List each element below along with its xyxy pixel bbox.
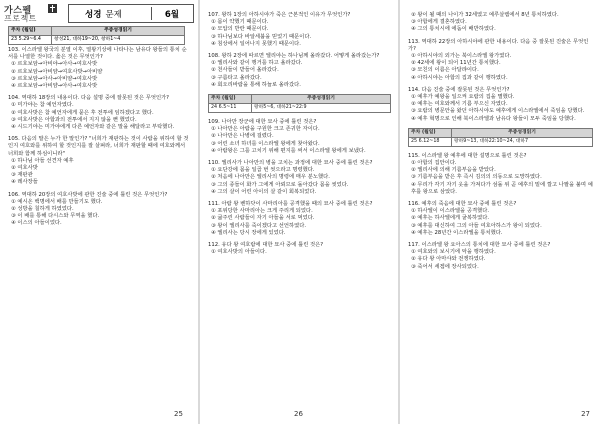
question-stem: 106. 역대하 20장의 여호사밧에 관한 진술 중에 틀린 것은 무엇인가? [8, 191, 168, 198]
question-stem: 109. 나아만 장군에 대한 묘사 중에 틀린 것은? [208, 119, 317, 126]
question-116 [408, 201, 593, 237]
option: ③ 그의 종들이 화가 그에게 아뢰므로 돌아갔다 몸을 씻었다. [211, 181, 349, 188]
option: ③ 하나님보다 바알세붑을 믿었기 때문이다. [211, 33, 312, 40]
question-stem: 107. 왕하 1장의 아하시야가 죽은 근본적인 이유가 무엇인가? [208, 12, 351, 18]
question-103 [8, 47, 191, 90]
option: ③ 예후를 대신하여 그의 아들 여호아하스가 왕이 되었다. [411, 222, 542, 229]
question-stem: 114. 다음 진술 중에 잘못된 것은 무엇인가? [408, 86, 510, 93]
option: ③ 아합에게 결혼하였다. [411, 19, 467, 26]
option: ① 아하시야의 외가는 북이스라엘 왕가였다. [411, 53, 512, 60]
question-stem: 115. 이스라엘 왕 예후에 대한 설명으로 틀린 것은? [408, 152, 527, 159]
option: ① 하사엘이 이스라엘을 공격했다. [411, 208, 490, 215]
page-number: 27 [581, 410, 590, 418]
page-25 [0, 0, 198, 424]
option: ② 르호보암→아비얌→여호사밧→아비얌 [11, 68, 103, 75]
question-111 [208, 201, 391, 237]
col-week: 주차 (월일) [9, 27, 52, 35]
page-header [4, 3, 192, 23]
month-label: 6월 [164, 10, 179, 20]
col-passage: 주중성경읽기 [104, 28, 132, 33]
question-stem: 103. 이스라엘 왕국의 분열 이후, 열왕기상에 나타나는 남유다 왕들의 통치 순서를 나열한 것이다. 옳은 것은 무엇인가? [8, 47, 187, 61]
subtitle: 문제 [105, 9, 122, 20]
logo-line1: 가스펠 [4, 6, 32, 16]
option: ③ 구름타고 올라갔다. [211, 74, 262, 81]
option: ④ 르호보암→아비얌→아사→여호사밧 [11, 83, 98, 90]
option: ④ 그의 통치시에 에돔이 배반하였다. [411, 26, 496, 33]
question-106 [8, 192, 191, 228]
option: ① 예후가 예왕을 일으켜 요람의 집을 멸했다. [411, 94, 515, 101]
option: ④ 침상에서 일어나지 못했기 때문이다. [211, 40, 301, 47]
question-stem: 111. 아람 왕 벤하닷이 사마리아를 공격했을 때의 묘사 중에 틀린 것은? [208, 201, 373, 208]
question-108 [208, 53, 391, 89]
question-stem: 113. 역대하 22장의 아하시야에 관한 내용이다. 다음 중 잘못된 진술은 무엇인가? [408, 38, 589, 52]
option: ② 예후는 하사엘에게 굴복하였다. [411, 215, 490, 222]
question-stem: 110. 엘리사가 나아만의 병을 고치는 과정에 대한 묘사 중에 틀린 것은? [208, 160, 373, 167]
reading-table [8, 26, 185, 45]
option: ① 여호와의 보시기에 악을 행하였다. [411, 249, 496, 256]
title-divider [151, 7, 152, 20]
question-110 [208, 160, 391, 196]
option: ④ 예후는 28년간 이스라엘을 통치했다. [411, 229, 503, 236]
option: ② 여호사밧은 참 예언자에게 묻은 후 전투에 임하겠다고 했다. [11, 109, 154, 116]
option: ③ 재판관 [11, 172, 33, 179]
option: ④ 레사장들 [11, 179, 38, 186]
option: ③ 모친의 이름은 아달랴이다. [411, 67, 479, 74]
page-26 [200, 0, 398, 424]
option: ④ 시드기야는 미가야에게 다른 예언자와 같은 말을 해달라고 부탁했다. [11, 124, 175, 131]
gospel-project-logo [4, 3, 66, 23]
question-105 [8, 136, 191, 186]
option: ② 유다 왕 아마샤와 전쟁하였다. [411, 256, 486, 263]
option: ① 아합의 집안이다. [411, 160, 457, 167]
option: ② 여호사밧 [11, 165, 38, 172]
cross-icon [48, 4, 57, 13]
col-passage: 주중성경읽기 [508, 129, 536, 135]
question-115 [408, 153, 593, 196]
option: ③ 요람의 병문안을 왔던 아하시야도 예후에게 이스라엘에서 죽임을 당했다. [411, 108, 585, 115]
col-week: 주차 (월일) [409, 129, 452, 137]
col-week: 주차 (월일) [209, 95, 252, 103]
option: ② 천사들이 받들어 올라갔다. [211, 67, 279, 74]
question-stem: 104. 역대하 18장의 내용이다. 다음 설명 중에 잘못된 것은 무엇인가? [8, 95, 169, 102]
option: ② 엘리사에 의해 기름부음을 받았다. [411, 167, 496, 174]
reading-passage: 왕하5~6, 대하21~22:9 [254, 105, 307, 111]
reading-passage: 왕하9~13, 대하22:10~24, 대하7 [454, 138, 529, 144]
question-stem: 112. 유다 왕 여호람에 대한 묘사 중에 틀린 것은? [208, 242, 324, 249]
question-114 [408, 87, 593, 123]
logo-line2: 프로젝트 [4, 14, 37, 23]
reading-row [409, 138, 592, 146]
option: ③ 기름부음을 받은 후 즉시 김의의 의동으로 도망하였다. [411, 174, 542, 181]
option: ④ 이스의 아들이었다. [11, 220, 62, 227]
question-113 [408, 39, 593, 82]
option: ② 모압의 반란 때문이다. [211, 26, 269, 33]
page-number: 26 [294, 410, 303, 418]
question-107 [208, 12, 391, 48]
option: ④ 그의 살이 어린 아이의 살 같이 회복되었다. [211, 188, 317, 195]
question-109 [208, 119, 391, 155]
reading-table [408, 128, 593, 147]
reading-table-header [9, 27, 184, 36]
option: ① 르호보암→아비야→아사→여호사밧 [11, 61, 98, 68]
option: ① 하나님 아들 선견자 예후 [11, 157, 74, 164]
option: ④ 무리가 각기 자기 옷을 가져다가 섬돌 위 곧 예후의 밑에 깔고 나팔을 불며 예후를 왕으로 삼았다. [411, 181, 593, 195]
option: ③ 어린 소녀 하녀를 이스라엘 왕에게 찾아왔다. [211, 140, 320, 147]
questions-107-112 [208, 12, 391, 261]
option: ② 42세에 왕이 되어 11년간 통치했다. [411, 60, 501, 67]
option: ② 나아만은 나병에 걸렸다. [211, 133, 274, 140]
reading-row [9, 36, 184, 44]
title: 성경 [85, 9, 102, 20]
option: ③ 여호사밧은 아합과의 전투에서 지지 않을 뻔 했었다. [11, 116, 137, 123]
question-stem: 116. 예후의 죽음에 대한 묘사 중에 틀린 것은? [408, 201, 517, 208]
question-112-continued [408, 12, 593, 34]
question-112 [208, 242, 391, 256]
option: ③ 이 배를 통해 다시스와 무역을 했다. [11, 213, 100, 220]
reading-week: 25 6.12~18 [409, 138, 452, 146]
questions-112-117 [408, 12, 593, 276]
reading-week: 24 6.5~11 [209, 104, 252, 112]
reading-week: 23 5.29~6.4 [9, 36, 52, 44]
option: ③ 왕이 엘리사를 죽이겠다고 선언하였다. [211, 222, 307, 229]
reading-row [209, 104, 390, 112]
page-number: 25 [174, 410, 183, 418]
option: ③ 죽어서 세겜에 장사되었다. [411, 263, 479, 270]
title-box [68, 4, 194, 23]
option: ① 나아만은 아람을 구원한 크고 존귀한 자이다. [211, 126, 320, 133]
option: ① 미가야는 참 예언자였다. [11, 102, 74, 109]
page-27 [400, 0, 600, 424]
option: ① 엘리사와 같이 행거를 하고 올라갔다. [211, 60, 303, 67]
option: ① 예시온 백명에서 배를 만들기도 했다. [11, 198, 103, 205]
option: ① 요단강에 몸을 일곱 번 씻으라고 명령했다. [211, 167, 315, 174]
question-104 [8, 95, 191, 131]
option: ① 포위당한 사마리아는 크게 주리게 되었다. [211, 208, 313, 215]
option: ② 예후는 여호와께서 기름 부으신 자였다. [411, 101, 508, 108]
option: ④ 엘리사는 당시 장에게 있었다. [211, 229, 286, 236]
question-stem: 108. 왕하 2장에 따르면 엘리야는 하나님께 올라갔다. 어떻게 올라갔는가? [208, 53, 380, 60]
option: ④ 아람왕은 그를 고치기 위해 편지를 써서 이스라엘 왕에게 보냈다. [211, 147, 366, 154]
col-passage: 주중성경읽기 [307, 96, 335, 102]
reading-table-header [409, 129, 592, 138]
option: ① 여호사밧의 아들이다. [211, 249, 267, 256]
question-stem: 105. 다음의 말은 누가 한 말인가? "너희가 재판하는 것이 사람을 위하여 할 것인지 여호와를 위하여 할 것인지를 잘 살펴라, 너희가 재판할 때에 여호와께서 너희와 함께 하심이니라" [8, 136, 189, 157]
question-117 [408, 242, 593, 271]
option: ① 몸이 약했기 때문이다. [211, 19, 269, 26]
reading-table [208, 94, 391, 113]
reading-passage: 창성21, 대하19~20, 창하1~4 [54, 37, 121, 42]
option: ② 왕이 될 때의 나이가 32세였고 예루살렘에서 8년 통치하였다. [411, 12, 559, 18]
option: ④ 예후 혁명으로 인해 북이스라엘과 남유다 왕들이 모두 죽임을 당했다. [411, 115, 576, 122]
reading-table-header [209, 95, 390, 104]
question-stem: 117. 이스라엘 왕 요아스의 통치에 대한 묘사 중에 틀린 것은? [408, 242, 551, 249]
option: ② 굶주린 사람들이 자기 아들을 서로 먹었다. [211, 215, 315, 222]
option: ④ 아하시야는 아합의 집과 같이 행하였다. [411, 74, 508, 81]
option: ② 처음에 나아만은 엘리사의 명령에 매우 분노했다. [211, 174, 330, 181]
option: ③ 르호보암→아사→아비얌→여호사밧 [11, 75, 98, 82]
option: ④ 회오리바람을 통해 하늘로 올라갔다. [211, 81, 301, 88]
questions-103-106 [8, 47, 191, 233]
option: ② 성방을 칠하게 하였었다. [11, 206, 74, 213]
